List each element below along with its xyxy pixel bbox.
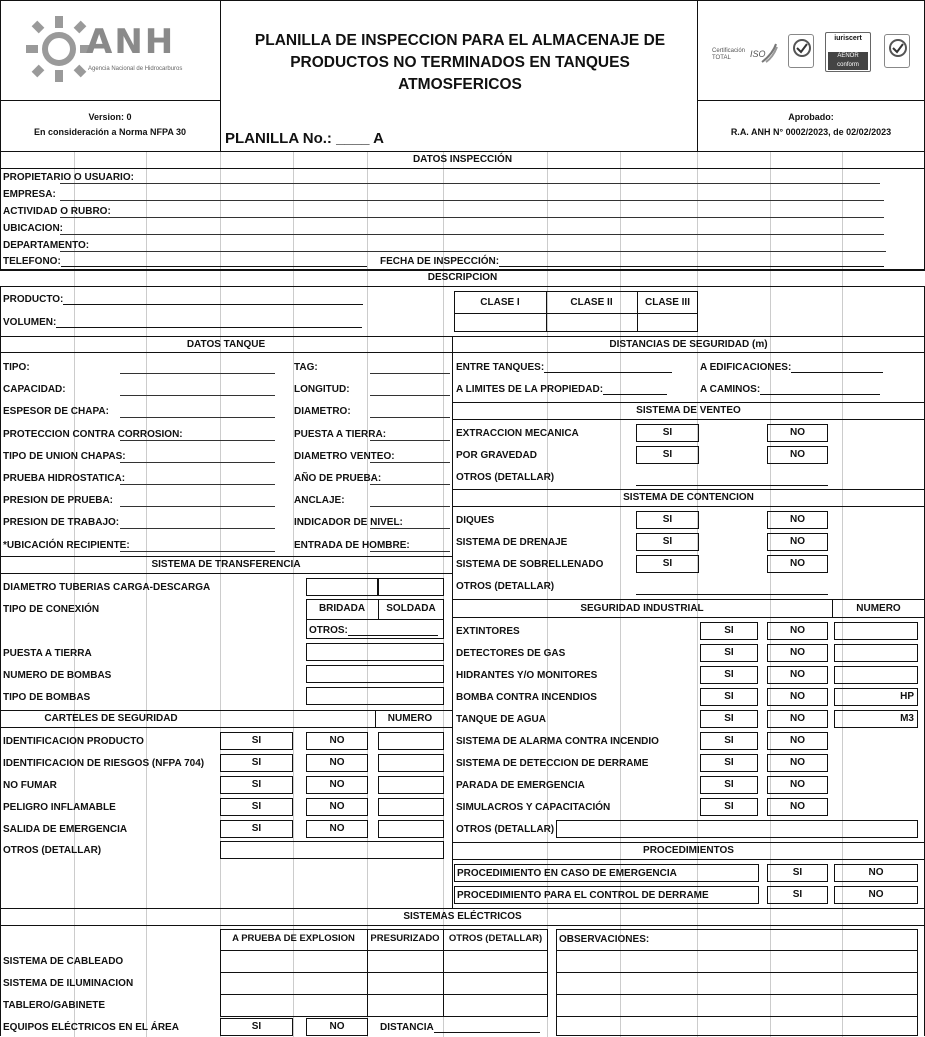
cert-aenor-logo: iuriscert AENOR conform	[825, 32, 871, 72]
iso-swirl-icon	[760, 42, 778, 64]
inspeccion-field-1[interactable]: EMPRESA:	[3, 189, 56, 200]
soldada-option[interactable]: SOLDADA	[386, 603, 436, 614]
cartel-3-si-box[interactable]: SI	[220, 798, 293, 816]
venteo-otros-label: OTROS (DETALLAR)	[456, 472, 555, 483]
cartel-2-si-box[interactable]: SI	[220, 776, 293, 794]
procedimiento-1-si-box[interactable]: SI	[767, 886, 828, 904]
logo-subtext: Agencia Nacional de Hidrocarburos	[88, 66, 183, 72]
producto-field[interactable]: PRODUCTO:	[3, 294, 363, 305]
numero-bombas-label: NUMERO DE BOMBAS	[3, 670, 112, 681]
equipos-si-box[interactable]: SI	[220, 1018, 293, 1036]
fecha-inspeccion-field[interactable]: FECHA DE INSPECCIÓN:	[380, 256, 884, 267]
clase-ii-cell[interactable]	[547, 314, 636, 331]
contencion-2-label: SISTEMA DE SOBRELLENADO	[456, 559, 604, 570]
cartel-2-label: NO FUMAR	[3, 780, 57, 791]
cartel-0-numero-cell[interactable]	[378, 732, 444, 750]
tanque-right-field-1[interactable]: LONGITUD:	[294, 384, 350, 396]
seguridad-otros-field[interactable]	[556, 820, 918, 838]
venteo-1-no-box[interactable]: NO	[767, 446, 828, 464]
seguridad-5-label: SISTEMA DE ALARMA CONTRA INCENDIO	[456, 736, 659, 747]
puesta-tierra-transf-cell[interactable]	[306, 643, 444, 661]
contencion-1-si-box[interactable]: SI	[636, 533, 699, 551]
cartel-1-si-box[interactable]: SI	[220, 754, 293, 772]
seguridad-1-numero-cell[interactable]	[834, 644, 918, 662]
numero-bombas-cell[interactable]	[306, 665, 444, 683]
tanque-left-field-7[interactable]: PRESION DE TRABAJO:	[3, 517, 120, 529]
seguridad-3-no-box[interactable]: NO	[767, 688, 828, 706]
cartel-1-no-box[interactable]: NO	[306, 754, 368, 772]
cartel-1-numero-cell[interactable]	[378, 754, 444, 772]
tanque-left-field-1[interactable]: CAPACIDAD:	[3, 384, 66, 396]
cartel-0-label: IDENTIFICACION PRODUCTO	[3, 736, 144, 747]
cert-seal-2	[884, 34, 910, 68]
anh-logo	[22, 10, 208, 94]
seguridad-2-numero-cell[interactable]	[834, 666, 918, 684]
tipo-bombas-label: TIPO DE BOMBAS	[3, 692, 91, 703]
tanque-right-field-6[interactable]: ANCLAJE:	[294, 495, 345, 507]
telefono-field[interactable]: TELEFONO:	[3, 256, 367, 267]
inspeccion-field-3[interactable]: UBICACION:	[3, 223, 63, 234]
version-label: Version: 0	[88, 112, 132, 122]
clase-i-cell[interactable]	[455, 314, 545, 331]
seguridad-3-si-box[interactable]: SI	[700, 688, 758, 706]
contencion-1-label: SISTEMA DE DRENAJE	[456, 537, 568, 548]
observaciones-label: OBSERVACIONES:	[559, 934, 650, 945]
cert-seal-1	[788, 34, 814, 68]
tablero-label: TABLERO/GABINETE	[3, 1000, 106, 1011]
seguridad-title: SEGURIDAD INDUSTRIAL	[580, 603, 704, 614]
contencion-0-label: DIQUES	[456, 515, 495, 526]
seguridad-otros-label: OTROS (DETALLAR)	[456, 824, 555, 835]
seguridad-2-no-box[interactable]: NO	[767, 666, 828, 684]
diametro-tuberias-cell-1[interactable]	[306, 578, 378, 596]
tanque-right-field-2[interactable]: DIAMETRO:	[294, 406, 351, 418]
seguridad-3-numero-cell[interactable]	[834, 688, 918, 706]
certification-logos	[712, 32, 912, 76]
carteles-otros-label: OTROS (DETALLAR)	[3, 845, 102, 856]
procedimiento-1-no-box[interactable]: NO	[834, 886, 918, 904]
carteles-otros-field[interactable]	[220, 841, 444, 859]
carteles-title: CARTELES DE SEGURIDAD	[44, 713, 178, 724]
limites-propiedad-field[interactable]: A LIMITES DE LA PROPIEDAD:	[456, 384, 667, 395]
cartel-4-no-box[interactable]: NO	[306, 820, 368, 838]
venteo-1-si-box[interactable]: SI	[636, 446, 699, 464]
descripcion-title: DESCRIPCION	[427, 272, 498, 283]
cartel-4-numero-cell[interactable]	[378, 820, 444, 838]
tanque-right-field-3[interactable]: PUESTA A TIERRA:	[294, 428, 387, 440]
seguridad-8-no-box[interactable]: NO	[767, 798, 828, 816]
seguridad-5-si-box[interactable]: SI	[700, 732, 758, 750]
puesta-tierra-transf-label: PUESTA A TIERRA	[3, 648, 92, 659]
contencion-2-si-box[interactable]: SI	[636, 555, 699, 573]
seguridad-2-si-box[interactable]: SI	[700, 666, 758, 684]
inspeccion-field-0[interactable]: PROPIETARIO O USUARIO:	[3, 172, 134, 183]
cartel-3-numero-cell[interactable]	[378, 798, 444, 816]
venteo-0-no-box[interactable]: NO	[767, 424, 828, 442]
datos-inspeccion-title: DATOS INSPECCIÓN	[412, 154, 513, 165]
seguridad-6-si-box[interactable]: SI	[700, 754, 758, 772]
contencion-0-si-box[interactable]: SI	[636, 511, 699, 529]
diametro-tuberias-cell-2[interactable]	[378, 578, 444, 596]
seguridad-4-no-box[interactable]: NO	[767, 710, 828, 728]
contencion-title: SISTEMA DE CONTENCION	[623, 492, 754, 503]
cartel-4-si-box[interactable]: SI	[220, 820, 293, 838]
iluminacion-label: SISTEMA DE ILUMINACION	[3, 978, 134, 989]
cartel-4-label: SALIDA DE EMERGENCIA	[3, 824, 128, 835]
cartel-1-label: IDENTIFICACION DE RIESGOS (NFPA 704)	[3, 758, 205, 769]
a-edificaciones-field[interactable]: A EDIFICACIONES:	[700, 362, 883, 373]
tipo-bombas-cell[interactable]	[306, 687, 444, 705]
cert-total-logo: Certificación TOTAL ISO	[712, 42, 774, 68]
conexion-otros-field[interactable]: OTROS:	[309, 625, 438, 636]
seguridad-5-no-box[interactable]: NO	[767, 732, 828, 750]
procedimientos-title: PROCEDIMIENTOS	[643, 845, 734, 856]
cartel-0-no-box[interactable]: NO	[306, 732, 368, 750]
distancia-field[interactable]: DISTANCIA	[380, 1022, 540, 1033]
seguridad-4-numero-cell[interactable]	[834, 710, 918, 728]
logo-text: ANH	[86, 22, 176, 62]
clase-ii-header: CLASE II	[570, 297, 613, 308]
venteo-1-label: POR GRAVEDAD	[456, 450, 537, 461]
cartel-3-no-box[interactable]: NO	[306, 798, 368, 816]
tipo-conexion-label: TIPO DE CONEXIÓN	[3, 604, 100, 615]
tanque-left-field-5[interactable]: PRUEBA HIDROSTATICA:	[3, 473, 126, 484]
tanque-left-field-2[interactable]: ESPESOR DE CHAPA:	[3, 406, 109, 418]
distancias-title: DISTANCIAS DE SEGURIDAD (m)	[609, 339, 768, 350]
tanque-right-field-4[interactable]: DIAMETRO VENTEO:	[294, 450, 395, 462]
seguridad-1-label: DETECTORES DE GAS	[456, 648, 566, 659]
contencion-1-no-box[interactable]: NO	[767, 533, 828, 551]
venteo-0-label: EXTRACCION MECANICA	[456, 428, 579, 439]
a-caminos-field[interactable]: A CAMINOS:	[700, 384, 880, 395]
diametro-tuberias-label: DIAMETRO TUBERIAS CARGA-DESCARGA	[3, 582, 211, 593]
seguridad-1-no-box[interactable]: NO	[767, 644, 828, 662]
planilla-number: PLANILLA No.: ____ A	[225, 130, 384, 147]
volumen-field[interactable]: VOLUMEN:	[3, 317, 362, 328]
electricos-title: SISTEMAS ELÉCTRICOS	[403, 911, 522, 922]
tanque-left-field-3[interactable]: PROTECCION CONTRA CORROSION:	[3, 428, 183, 440]
equipos-electricos-label: EQUIPOS ELÉCTRICOS EN EL ÁREA	[3, 1022, 179, 1033]
tanque-left-field-0[interactable]: TIPO:	[3, 362, 30, 373]
datos-tanque-title: DATOS TANQUE	[186, 339, 266, 350]
seguridad-6-no-box[interactable]: NO	[767, 754, 828, 772]
tanque-left-field-4[interactable]: TIPO DE UNION CHAPAS:	[3, 450, 126, 462]
checkmark-icon	[886, 38, 910, 58]
seguridad-7-no-box[interactable]: NO	[767, 776, 828, 794]
procedimiento-0-label: PROCEDIMIENTO EN CASO DE EMERGENCIA	[457, 868, 677, 879]
seguridad-8-label: SIMULACROS Y CAPACITACIÓN	[456, 802, 611, 813]
observaciones-box[interactable]	[556, 929, 918, 1036]
venteo-otros-field[interactable]	[636, 468, 828, 486]
seguridad-3-label: BOMBA CONTRA INCENDIOS	[456, 692, 597, 703]
seguridad-numero-header: NUMERO	[856, 603, 901, 614]
tanque-left-field-8[interactable]: *UBICACIÓN RECIPIENTE:	[3, 539, 130, 551]
seguridad-3-unit: HP	[900, 691, 914, 702]
contencion-2-no-box[interactable]: NO	[767, 555, 828, 573]
contencion-0-no-box[interactable]: NO	[767, 511, 828, 529]
bridada-option[interactable]: BRIDADA	[318, 603, 366, 614]
clase-i-header: CLASE I	[480, 297, 520, 308]
equipos-no-box[interactable]: NO	[306, 1018, 368, 1036]
entre-tanques-field[interactable]: ENTRE TANQUES:	[456, 362, 672, 373]
inspeccion-field-2[interactable]: ACTIVIDAD O RUBRO:	[3, 206, 111, 217]
tanque-right-field-5[interactable]: AÑO DE PRUEBA:	[294, 473, 382, 484]
aprobado-label: Aprobado:	[788, 112, 834, 122]
seguridad-0-si-box[interactable]: SI	[700, 622, 758, 640]
tanque-right-field-8[interactable]: ENTRADA DE HOMBRE:	[294, 539, 410, 551]
seguridad-4-si-box[interactable]: SI	[700, 710, 758, 728]
seguridad-7-si-box[interactable]: SI	[700, 776, 758, 794]
cartel-2-numero-cell[interactable]	[378, 776, 444, 794]
seguridad-0-label: EXTINTORES	[456, 626, 520, 637]
procedimiento-0-no-box[interactable]: NO	[834, 864, 918, 882]
seguridad-0-no-box[interactable]: NO	[767, 622, 828, 640]
clase-iii-header: CLASE III	[644, 297, 690, 308]
cartel-2-no-box[interactable]: NO	[306, 776, 368, 794]
col-prueba-explosion: A PRUEBA DE EXPLOSION	[232, 933, 355, 944]
col-presurizado: PRESURIZADO	[370, 933, 440, 944]
seguridad-6-label: SISTEMA DE DETECCION DE DERRAME	[456, 758, 649, 769]
cartel-0-si-box[interactable]: SI	[220, 732, 293, 750]
tanque-left-field-6[interactable]: PRESION DE PRUEBA:	[3, 495, 114, 507]
norma-label: En consideración a Norma NFPA 30	[33, 127, 187, 137]
col-otros-detallar: OTROS (DETALLAR)	[448, 933, 543, 944]
checkmark-icon	[790, 38, 814, 58]
venteo-0-si-box[interactable]: SI	[636, 424, 699, 442]
transferencia-title: SISTEMA DE TRANSFERENCIA	[151, 559, 301, 570]
seguridad-1-si-box[interactable]: SI	[700, 644, 758, 662]
seguridad-4-unit: M3	[900, 713, 914, 724]
inspeccion-field-4[interactable]: DEPARTAMENTO:	[3, 240, 90, 251]
carteles-numero-header: NUMERO	[387, 713, 433, 724]
seguridad-7-label: PARADA DE EMERGENCIA	[456, 780, 585, 791]
tanque-right-field-7[interactable]: INDICADOR DE NIVEL:	[294, 517, 403, 529]
seguridad-8-si-box[interactable]: SI	[700, 798, 758, 816]
seguridad-2-label: HIDRANTES Y/O MONITORES	[456, 670, 598, 681]
tanque-right-field-0[interactable]: TAG:	[294, 362, 318, 373]
resolucion-label: R.A. ANH N° 0002/2023, de 02/02/2023	[730, 127, 892, 137]
cartel-3-label: PELIGRO INFLAMABLE	[3, 802, 116, 813]
procedimiento-0-si-box[interactable]: SI	[767, 864, 828, 882]
venteo-title: SISTEMA DE VENTEO	[636, 405, 741, 416]
procedimiento-1-label: PROCEDIMIENTO PARA EL CONTROL DE DERRAME	[457, 890, 709, 901]
seguridad-0-numero-cell[interactable]	[834, 622, 918, 640]
contencion-otros-label: OTROS (DETALLAR)	[456, 581, 555, 592]
anh-logo-icon	[24, 14, 94, 84]
seguridad-4-label: TANQUE DE AGUA	[456, 714, 546, 725]
cableado-label: SISTEMA DE CABLEADO	[3, 956, 124, 967]
form-title: PLANILLA DE INSPECCION PARA EL ALMACENAJE DE PRODUCTOS NO TERMINADOS EN TANQUES ATMOSFERICOS	[254, 32, 666, 93]
clase-iii-cell[interactable]	[638, 314, 697, 331]
